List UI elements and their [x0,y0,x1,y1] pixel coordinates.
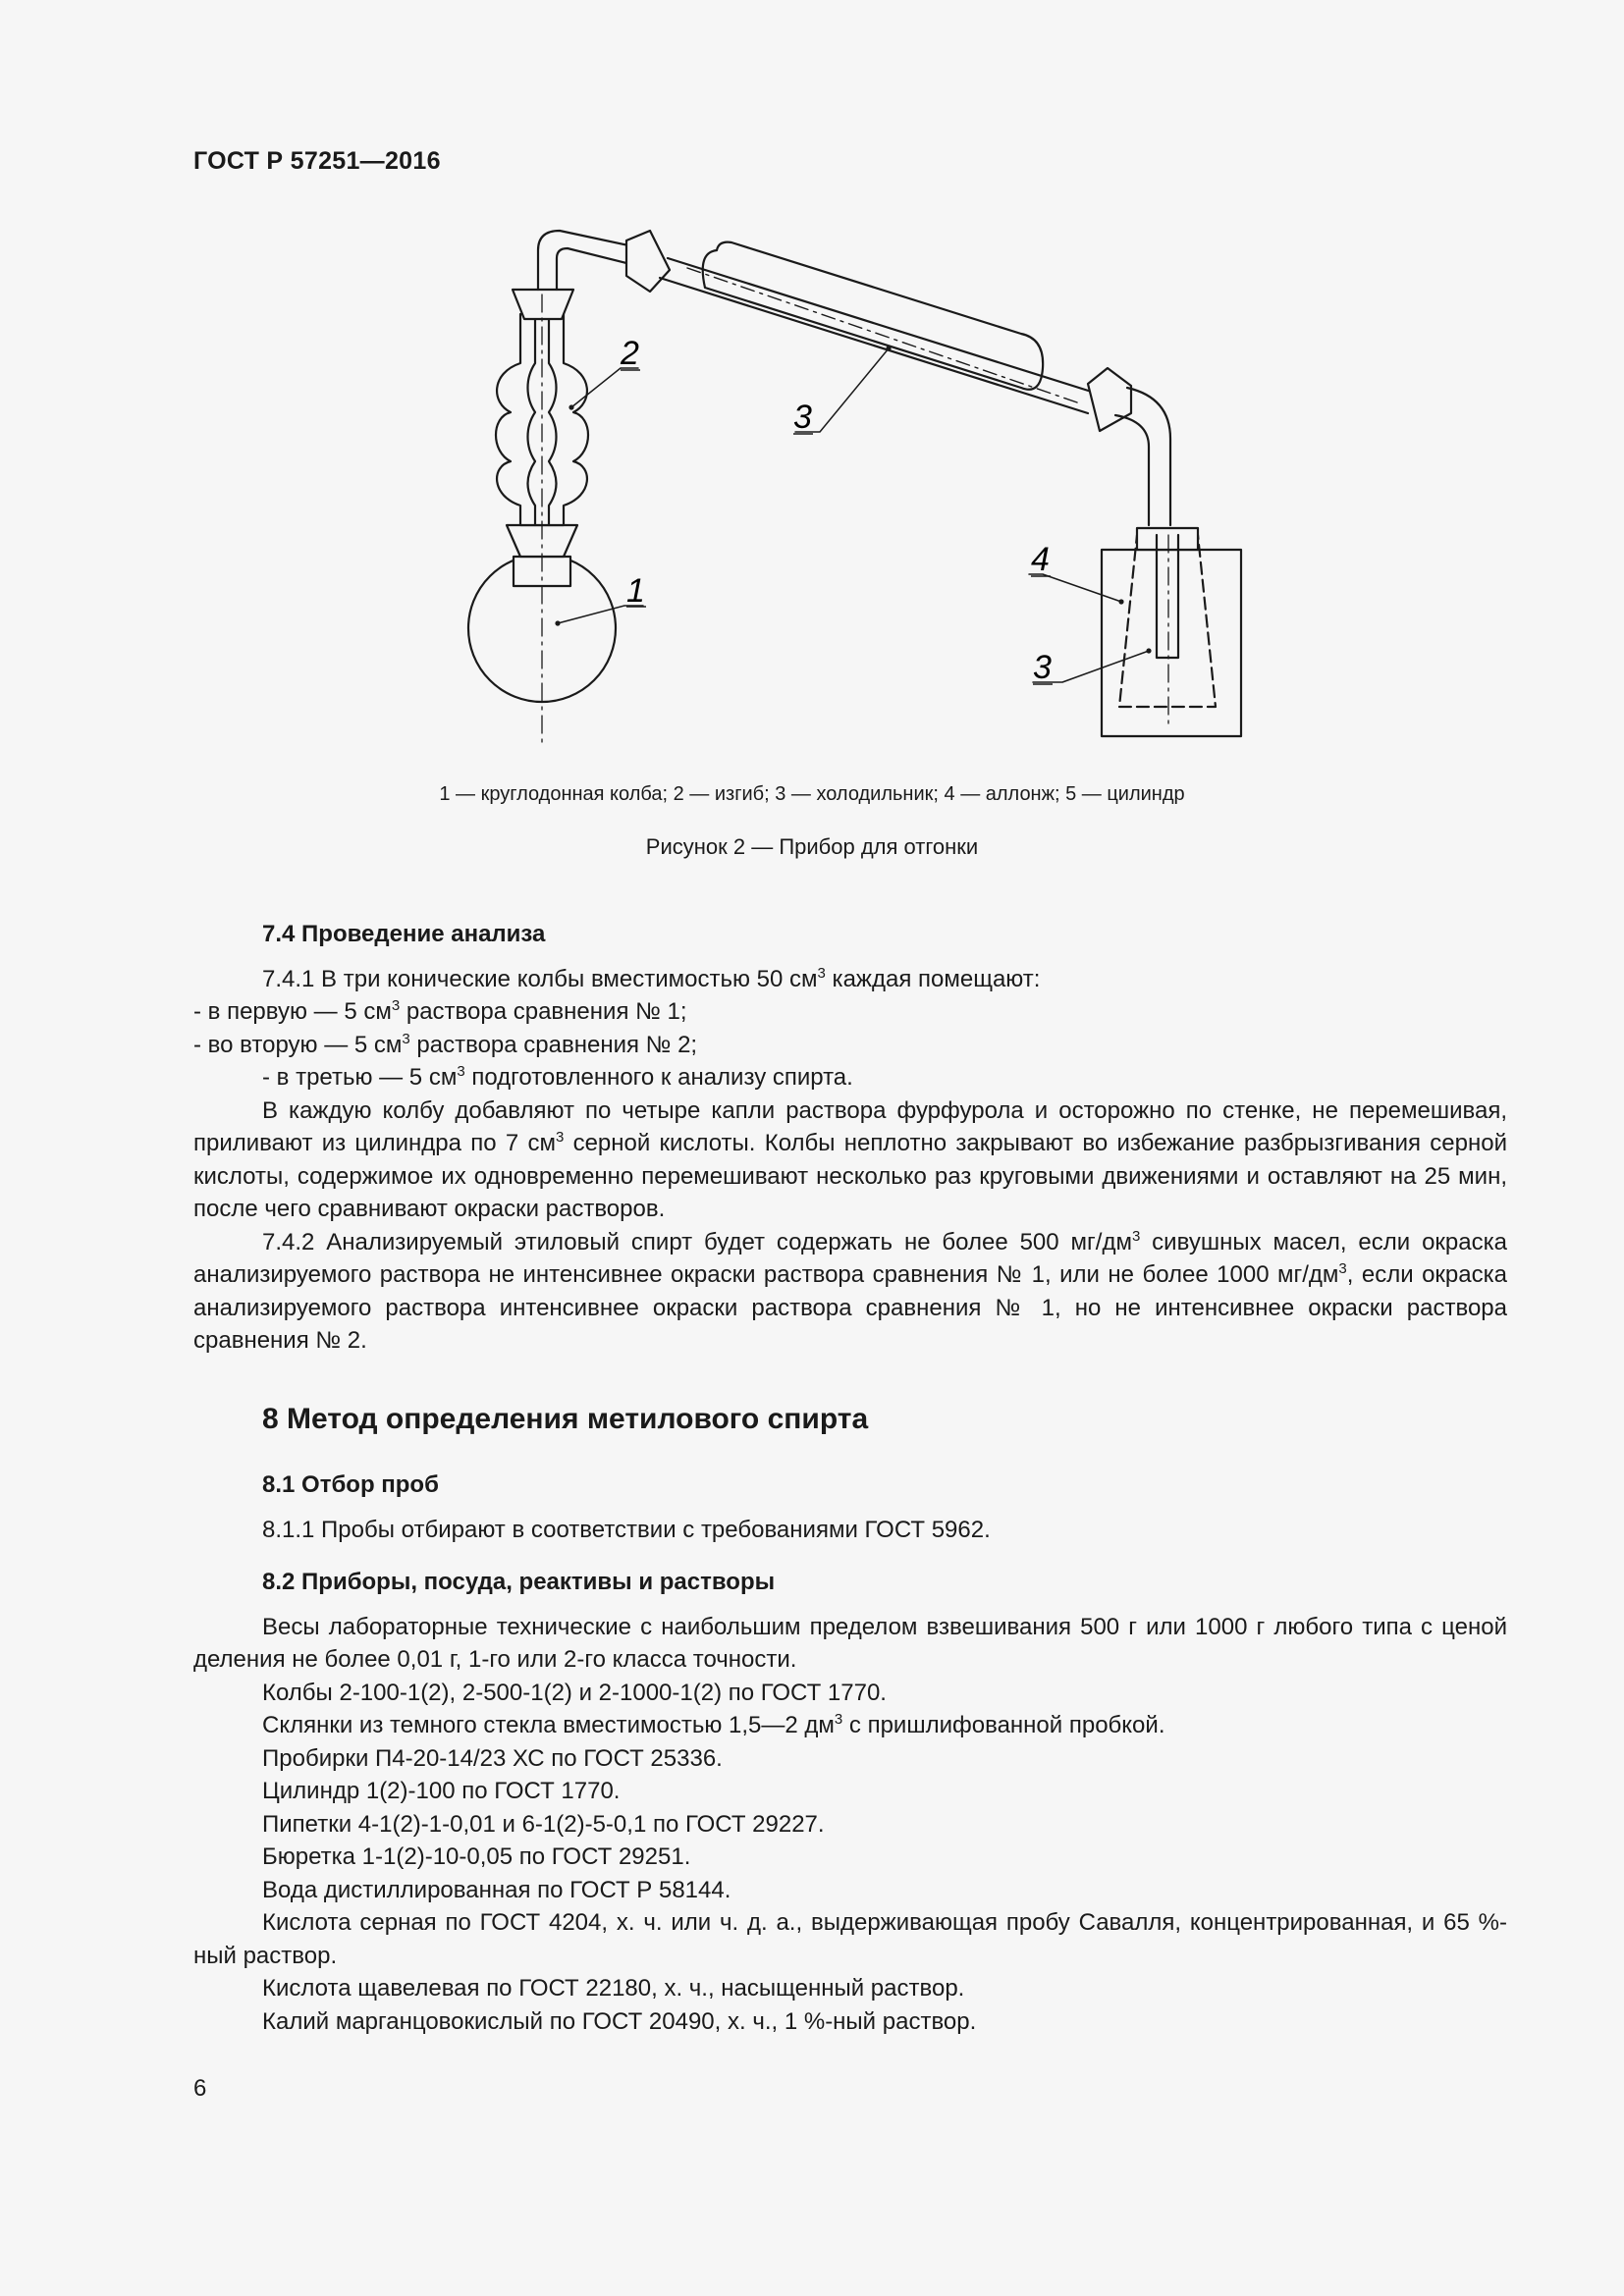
receiver-cylinder [1102,550,1241,736]
down-tube-inner [1115,415,1149,525]
leader-4 [1029,574,1121,602]
label-1: 1 [626,572,645,610]
section-7-4-heading: 7.4 Проведение анализа [262,921,546,947]
figure-caption: Рисунок 2 — Прибор для отгонки [645,834,979,859]
page-number: 6 [193,2075,207,2102]
distillation-apparatus-figure [393,211,1276,761]
condenser-tube-bottom [660,278,1088,413]
allonge-cone [1119,535,1216,707]
item-test-tubes: Пробирки П4-20-14/23 ХС по ГОСТ 25336. [262,1744,723,1772]
section-8-2-heading: 8.2 Приборы, посуда, реактивы и растворы [262,1569,776,1595]
item-water: Вода дистиллированная по ГОСТ Р 58144. [262,1876,731,1903]
document-body [193,918,1507,2038]
document-header: ГОСТ Р 57251—2016 [193,147,441,175]
inner-outlet [1157,535,1178,658]
paragraph-furfural: В каждую колбу добавляют по четыре капли раствора фурфурола и осторожно по стенке, не перемешивая, приливают из цилиндра по 7 $см^3$ серной кислоты. Колбы неплотно закрывают во избежание разбрызгивания серной кислоты, содержимое их одновременно перемешивают несколько раз круговыми движениями и оставляют на 25 мин, после чего сравнивают окраски растворов. [193,1096,1507,1222]
paragraph-8-1-1: 8.1.1 Пробы отбирают в соответствии с требованиями ГОСТ 5962. [262,1516,991,1543]
label-4: 4 [1031,541,1050,578]
section-8-heading: 8 Метод определения метилового спирта [262,1402,869,1435]
section-8-1-heading: 8.1 Отбор проб [262,1471,439,1498]
label-2: 2 [621,335,639,372]
list-item-second: - во вторую — 5 $см^3$ раствора сравнения № 2; [193,1030,698,1058]
item-permanganate: Калий марганцовокислый по ГОСТ 20490, х. ч., 1 %-ный раствор. [262,2007,977,2035]
item-cylinder: Цилиндр 1(2)-100 по ГОСТ 1770. [262,1778,621,1804]
label-3-receiver: 3 [1033,649,1052,686]
condenser-axis [687,268,1080,403]
list-item-first: - в первую — 5 $см^3$ раствора сравнения № 1; [193,997,687,1025]
allonge-top [1137,528,1198,550]
right-joint [1088,368,1131,431]
item-pipettes: Пипетки 4-1(2)-1-0,01 и 6-1(2)-5-0,1 по ГОСТ 29227. [262,1810,825,1838]
paragraph-7-4-2: 7.4.2 Анализируемый этиловый спирт будет содержать не более 500 $мг/дм^3$ сивушных масел, если окраска анализируемого раствора не интенсивнее окраски раствора сравнения № 1, или не более 1000 $мг/дм^3$, если окраска анализируемого раствора интенсивнее окраски раствора сравнения № 1, но не интенсивнее окраски раствора сравнения № 2. [193,1227,1507,1354]
paragraph-7-4-1: 7.4.1 В три конические колбы вместимостью 50 $см^3$ каждая помещают: [262,964,1041,992]
item-sulfuric-acid: Кислота серная по ГОСТ 4204, х. ч. или ч. д. а., выдерживающая пробу Савалля, концентрированная, и 65 %-ный раствор. [193,1909,1507,1969]
item-scales: Весы лабораторные технические с наибольшим пределом взвешивания 500 г или 1000 г любого типа с ценой деления не более 0,01 г, 1-го или 2-го класса точности. [193,1613,1507,1673]
left-joint [626,231,670,292]
item-bottles: Склянки из темного стекла вместимостью 1,5—2 $дм^3$ с пришлифованной пробкой. [262,1711,1165,1738]
item-oxalic-acid: Кислота щавелевая по ГОСТ 22180, х. ч., насыщенный раствор. [262,1975,965,2002]
label-3-condenser: 3 [793,399,812,436]
item-burette: Бюретка 1-1(2)-10-0,05 по ГОСТ 29251. [262,1843,691,1870]
top-stopper [513,290,573,319]
list-item-third: - в третью — 5 $см^3$ подготовленного к анализу спирта. [262,1063,853,1091]
apparatus-drawing [393,211,1276,761]
condenser-tube-top [668,258,1098,394]
figure-legend: 1 — круглодонная колба; 2 — изгиб; 3 — холодильник; 4 — аллонж; 5 — цилиндр [439,783,1185,805]
item-flasks: Колбы 2-100-1(2), 2-500-1(2) и 2-1000-1(2) по ГОСТ 1770. [262,1679,887,1706]
bend-tube-inner [557,248,630,290]
